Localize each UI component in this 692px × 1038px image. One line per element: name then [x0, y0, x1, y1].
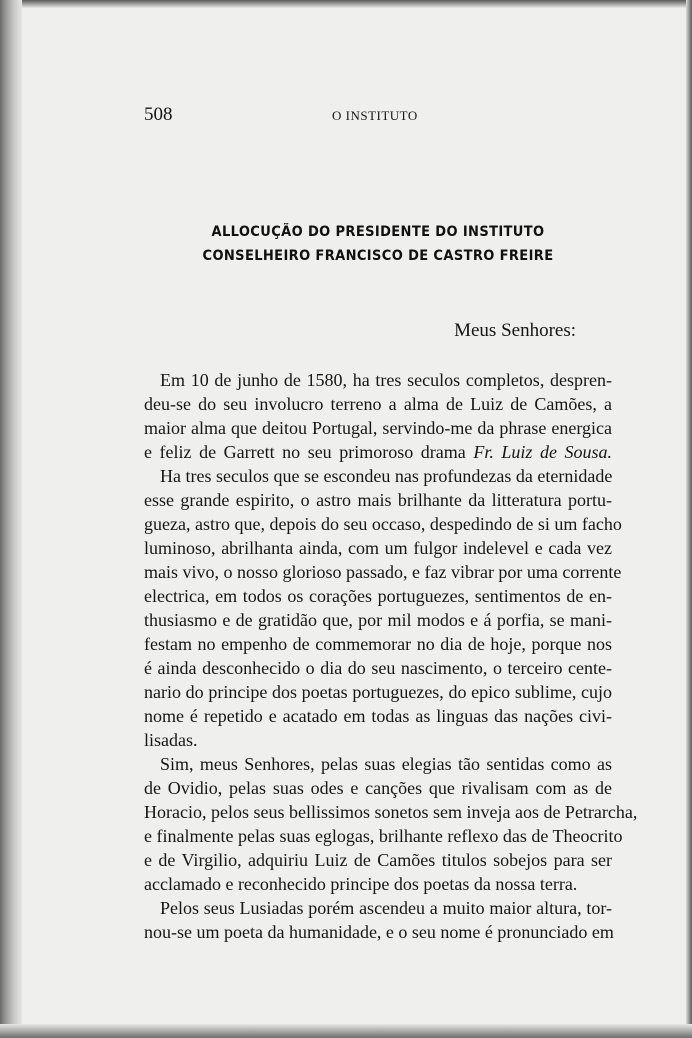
text-line: gueza, astro que, depois do seu occaso, despedindo de si um facho — [144, 514, 622, 534]
text-line: e finalmente pelas suas eglogas, brilhante reflexo das de Theocrito — [144, 826, 623, 846]
text-line: e de Virgilio, adquiriu Luiz de Camões titulos sobejos para ser — [144, 850, 612, 870]
text-line: nou-se um poeta da humanidade, e o seu nome é pronunciado em — [144, 922, 614, 942]
page-bottom-shadow — [0, 1024, 692, 1038]
page-header — [144, 104, 612, 128]
paragraph — [144, 368, 612, 464]
text-line: lisadas. — [144, 730, 198, 750]
paragraph — [144, 896, 612, 944]
text-line: Horacio, pelos seus bellissimos sonetos sem inveja aos de Petrarcha, — [144, 802, 638, 822]
text-line: esse grande espirito, o astro mais brilhante da litteratura portu- — [144, 490, 612, 510]
text-line: Pelos seus Lusiadas porém ascendeu a muito maior altura, tor- — [160, 898, 612, 918]
text-line: Ha tres seculos que se escondeu nas profundezas da eternidade — [160, 466, 613, 486]
running-head: O INSTITUTO — [332, 108, 418, 123]
page-binding-edge — [0, 0, 22, 1038]
text-line: festam no empenho de commemorar no dia de hoje, porque nos — [144, 634, 612, 654]
paragraph — [144, 752, 638, 896]
page-top-shadow — [0, 0, 692, 8]
play-title: Fr. Luiz de Sousa. — [473, 442, 613, 462]
text-line: thusiasmo e de gratidão que, por mil modos e á porfia, se mani- — [144, 610, 612, 630]
text-line: e feliz de Garrett no seu primoroso drama Fr. Luiz de Sousa. — [144, 442, 613, 462]
text-line: é ainda desconhecido o dia do seu nascimento, o terceiro cente- — [144, 658, 612, 678]
text-line: maior alma que deitou Portugal, servindo-me da phrase energica — [144, 418, 612, 438]
body-text — [144, 368, 638, 944]
text-line: acclamado e reconhecido principe dos poetas da nossa terra. — [144, 874, 578, 894]
page-number: 508 — [144, 104, 173, 125]
title-line-1: ALLOCUÇÃO DO PRESIDENTE DO INSTITUTO — [211, 224, 545, 240]
text-line: Sim, meus Senhores, pelas suas elegias tão sentidas como as — [160, 754, 612, 774]
text-line: nome é repetido e acatado em todas as linguas das nações civi- — [144, 706, 612, 726]
text-line: mais vivo, o nosso glorioso passado, e faz vibrar por uma corrente — [144, 562, 622, 582]
text-line: nario do principe dos poetas portuguezes, do epico sublime, cujo — [144, 682, 612, 702]
speech-title — [144, 220, 612, 268]
text-line: electrica, em todos os corações portuguezes, sentimentos de en- — [144, 586, 612, 606]
text-line: luminoso, abrilhanta ainda, com um fulgor indelevel e cada vez — [144, 538, 612, 558]
paragraph — [144, 464, 622, 752]
salutation: Meus Senhores: — [454, 320, 576, 341]
page-right-edge — [686, 0, 692, 1038]
text-line: de Ovidio, pelas suas odes e canções que rivalisam com as de — [144, 778, 612, 798]
title-line-2: CONSELHEIRO FRANCISCO DE CASTRO FREIRE — [202, 248, 554, 264]
text-line: deu-se do seu involucro terreno a alma de Luiz de Camões, a — [144, 394, 612, 414]
text-line: Em 10 de junho de 1580, ha tres seculos completos, despren- — [160, 370, 612, 390]
